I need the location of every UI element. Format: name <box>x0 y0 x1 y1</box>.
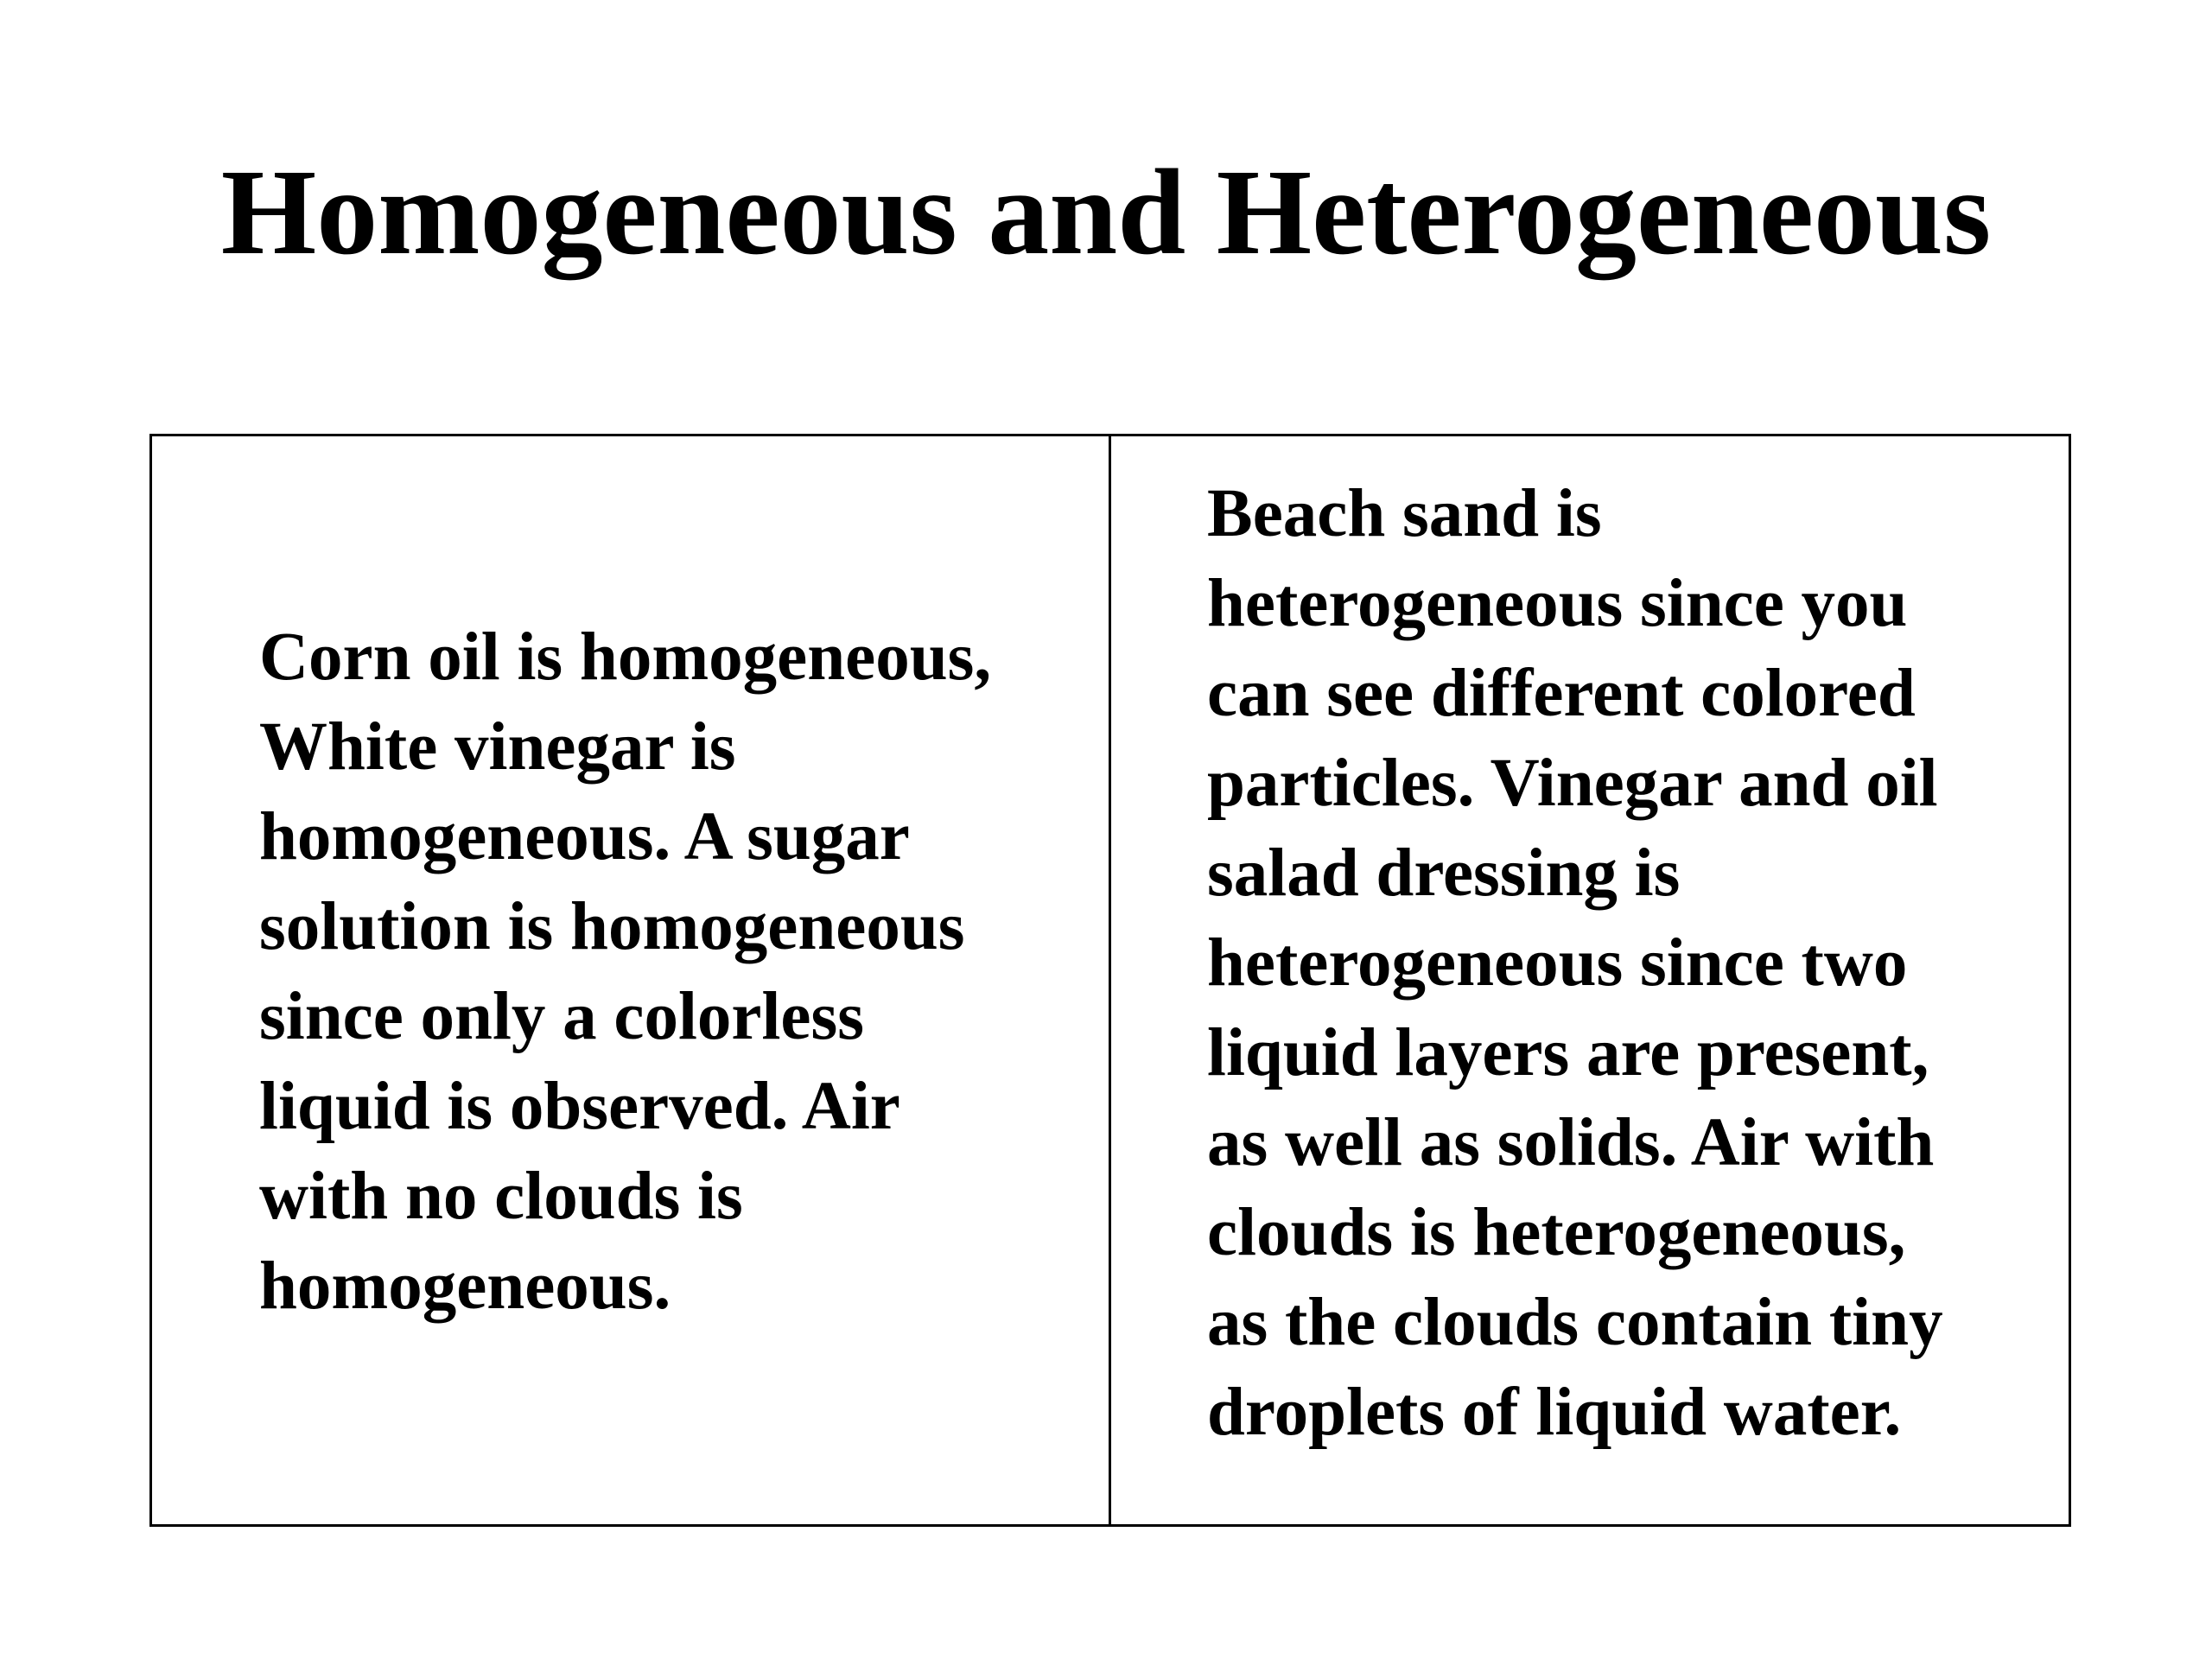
homogeneous-text: Corn oil is homogeneous, White vinegar is homogeneous. A sugar solution is homogeneous since only a colorless liquid is observed. Air with no clouds is homogeneous. <box>259 619 992 1324</box>
comparison-table <box>149 434 2071 1527</box>
heterogeneous-cell <box>1111 436 2069 1524</box>
homogeneous-cell <box>152 436 1111 1524</box>
heterogeneous-text: Beach sand is heterogeneous since you can see different colored particles. Vinegar and oil salad dressing is heterogeneous since two liquid layers are present, as well as solids. Air with clouds is heterogeneous, as the clouds contain tiny droplets of liquid water. <box>1207 475 1943 1450</box>
slide-title: Homogeneous and Heterogeneous <box>220 143 1992 280</box>
